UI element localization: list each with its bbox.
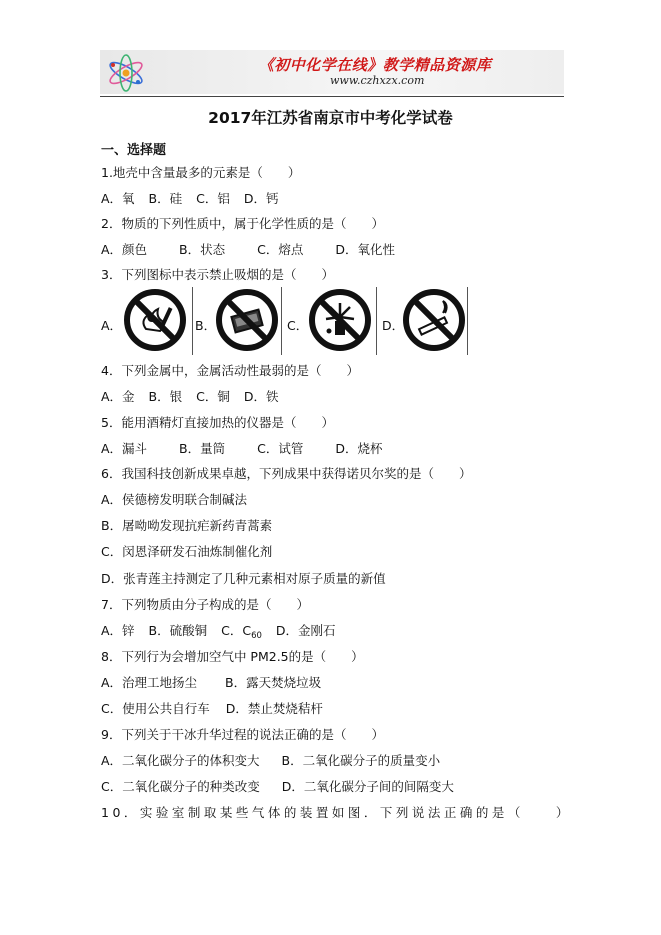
no-open-flame-icon (122, 287, 188, 353)
q7-option-c (221, 621, 262, 641)
q1-option-d: D．钙 (243, 191, 279, 206)
question-5: 5．能用酒精灯直接加热的仪器是（ ） (101, 415, 334, 430)
q6-option-a: A．侯德榜发明联合制碱法 (101, 492, 248, 507)
q9-option-c: C．二氧化碳分子的种类改变 (101, 779, 260, 794)
q6-option-b: B．屠呦呦发现抗疟新药青蒿素 (101, 518, 273, 533)
divider (467, 287, 468, 355)
banner-title: 《初中化学在线》教学精品资源库 (258, 56, 492, 74)
section-heading: 一、选择题 (101, 143, 167, 158)
exam-title: 2017年江苏省南京市中考化学试卷 (208, 109, 453, 127)
q1-option-b: B．硅 (148, 191, 183, 206)
q5-option-a: A．漏斗 (101, 441, 148, 456)
q3-option-c: C． (287, 318, 309, 333)
no-smoking-icon (401, 287, 467, 353)
header-rule (100, 96, 564, 97)
divider (281, 287, 282, 355)
q7-option-d: D．金刚石 (275, 623, 336, 638)
q7-option-a: A．锌 (101, 623, 135, 638)
q5-option-c: C．试管 (257, 441, 304, 456)
atom-logo-icon (104, 51, 148, 95)
question-7: 7．下列物质由分子构成的是（ ） (101, 597, 309, 612)
no-fireworks-icon (307, 287, 373, 353)
divider (376, 287, 377, 355)
c60-subscript: 60 (251, 631, 262, 641)
q3-option-d: D． (382, 318, 405, 333)
question-6: 6．我国科技创新成果卓越，下列成果中获得诺贝尔奖的是（ ） (101, 466, 472, 481)
q5-option-d: D．烧杯 (335, 441, 383, 456)
question-9-options-row1 (101, 751, 440, 769)
q9-option-d: D．二氧化碳分子间的间隔变大 (281, 779, 454, 794)
question-2: 2．物质的下列性质中，属于化学性质的是（ ） (101, 216, 384, 231)
q4-option-c: C．铜 (196, 389, 230, 404)
question-3-icon-row (101, 287, 481, 355)
q4-option-d: D．铁 (243, 389, 279, 404)
q7-option-c-text: C．C (221, 623, 252, 638)
divider (192, 287, 193, 355)
q3-option-b: B． (195, 318, 217, 333)
banner-url: www.czhxzx.com (330, 74, 425, 87)
q7-option-b: B．硫酸铜 (148, 623, 208, 638)
q8-option-b: B．露天焚烧垃圾 (225, 675, 322, 690)
q8-option-d: D．禁止焚烧秸杆 (225, 701, 323, 716)
question-7-options (101, 621, 336, 641)
question-3: 3．下列图标中表示禁止吸烟的是（ ） (101, 267, 334, 282)
question-4: 4．下列金属中，金属活动性最弱的是（ ） (101, 363, 359, 378)
question-9: 9．下列关于干冰升华过程的说法正确的是（ ） (101, 727, 384, 742)
question-5-options (101, 439, 382, 457)
question-9-options-row2 (101, 777, 454, 795)
q5-option-b: B．量筒 (179, 441, 226, 456)
q1-option-c: C．铝 (196, 191, 230, 206)
q8-option-c: C．使用公共自行车 (101, 701, 210, 716)
q9-option-b: B．二氧化碳分子的质量变小 (281, 753, 441, 768)
q9-option-a: A．二氧化碳分子的体积变大 (101, 753, 260, 768)
question-10: 10．实验室制取某些气体的装置如图．下列说法正确的是（ ） (101, 805, 572, 820)
q1-option-a: A．氧 (101, 191, 135, 206)
q6-option-c: C．闵恩泽研发石油炼制催化剂 (101, 544, 273, 559)
question-8: 8．下列行为会增加空气中 PM2.5的是（ ） (101, 649, 364, 664)
no-matches-icon (214, 287, 280, 353)
q3-option-a: A． (101, 318, 123, 333)
q2-option-b: B．状态 (179, 242, 226, 257)
question-1-options (101, 189, 278, 207)
q8-option-a: A．治理工地扬尘 (101, 675, 198, 690)
question-8-options-row2 (101, 699, 323, 717)
q4-option-b: B．银 (148, 389, 183, 404)
question-4-options (101, 387, 278, 405)
q2-option-d: D．氧化性 (335, 242, 395, 257)
q2-option-c: C．熔点 (257, 242, 304, 257)
q2-option-a: A．颜色 (101, 242, 148, 257)
q4-option-a: A．金 (101, 389, 135, 404)
question-1: 1.地壳中含量最多的元素是（ ） (101, 165, 301, 180)
question-8-options-row1 (101, 673, 321, 691)
q6-option-d: D．张青莲主持测定了几种元素相对原子质量的新值 (101, 571, 386, 586)
question-2-options (101, 240, 395, 258)
